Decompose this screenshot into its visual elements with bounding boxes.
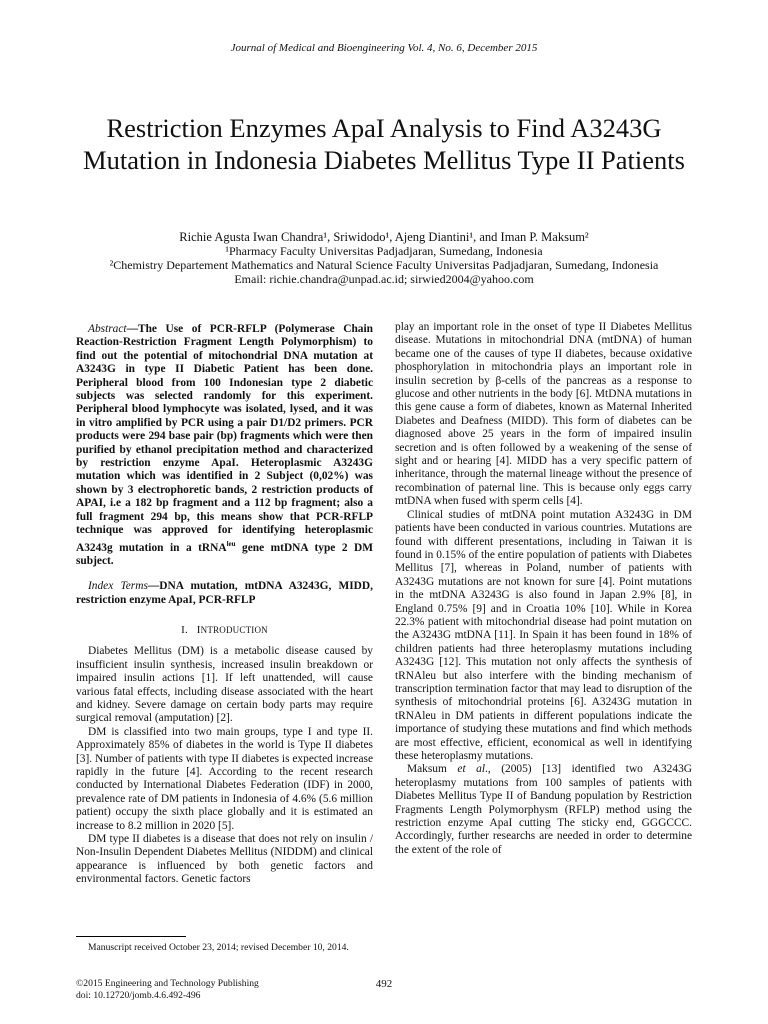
affiliation-2: ²Chemistry Departement Mathematics and Natural Science Faculty Universitas Padjadjaran, Sumedang, Indonesia [109, 258, 659, 272]
left-column [76, 323, 373, 887]
author-email: Email: richie.chandra@unpad.ac.id; sirwied2004@yahoo.com [234, 272, 534, 286]
abstract-sup: leu [226, 539, 236, 548]
index-terms [76, 580, 373, 607]
abstract-label: Abstract [88, 323, 127, 335]
author-list: Richie Agusta Iwan Chandra¹, Sriwidodo¹, Ajeng Diantini¹, and Iman P. Maksum² [179, 230, 589, 244]
index-terms-text: —DNA mutation, mtDNA A3243G, MIDD, restriction enzyme ApaI, PCR-RFLP [76, 580, 373, 606]
page-number: 492 [375, 978, 393, 990]
affiliation-1: ¹Pharmacy Faculty Universitas Padjadjaran, Sumedang, Indonesia [225, 244, 543, 258]
paragraph: play an important role in the onset of type II Diabetes Mellitus disease. Mutations in mitochondrial DNA (mtDNA) of human became one of the causes of type II diabetes, because oxidative phosphorylation in mitochondria plays an important role in insulin secretion by β-cells of the pancreas as a response to glucose and other nutrients in the body [6]. MtDNA mutations in this gene cause a form of diabetes, known as Maternal Inherited Diabetes and Deafness (MIDD). This form of diabetes can be diagnosed above 25 years in the form of impaired insulin secretion and is often followed by a weakening of the sense of sight and or hearing [4]. MIDD has a very specific pattern of inheritance, through the maternal lineage without the presence of recombination of paternal line. This is because only eggs carry mtDNA when fused with sperm cells [4]. [395, 321, 692, 508]
footnote: Manuscript received October 23, 2014; revised December 10, 2014. [88, 942, 349, 953]
footnote-rule [76, 936, 186, 937]
right-column [395, 321, 692, 857]
paragraph: DM type II diabetes is a disease that does not rely on insulin / Non-Insulin Dependent Diabetes Mellitus (NIDDM) and clinical appearance is influenced by both genetic factors and environmental factors. Genetic factors [76, 833, 373, 886]
paragraph: Maksum et al., (2005) [13] identified two A3243G heteroplasmy mutations from 100 samples of patients with Diabetes Mellitus Type II of Bandung population by Restriction Fragments Length Polymorphysm (RFLP) method using the restriction enzyme ApaI cutting The sticky end, GGGCCC. Accordingly, further researchs are needed in order to determine the extent of the role of [395, 763, 692, 856]
paper-title: Restriction Enzymes ApaI Analysis to Find A3243G Mutation in Indonesia Diabetes Mellitus Type II Patients [83, 113, 685, 175]
section-heading: I. INTRODUCTION [181, 623, 268, 636]
journal-header: Journal of Medical and Bioengineering Vol. 4, No. 6, December 2015 [230, 42, 538, 54]
copyright: ©2015 Engineering and Technology Publishing [76, 978, 259, 989]
doi: doi: 10.12720/jomb.4.6.492-496 [76, 990, 201, 1001]
author-block [40, 230, 728, 286]
abstract [76, 323, 373, 568]
paragraph: Clinical studies of mtDNA point mutation A3243G in DM patients have been conducted in various countries. Mutations are found with different presentations, including in Taiwan it is found in 0.15% of the entire population of patients with Diabetes Mellitus [7], whereas in Poland, number of patients with A3243G mutations are not known for sure [4]. Point mutations in the mtDNA A3243G is also found in Japan 2.9% [8], in England 0.75% [9] and in Croatia 10% [10]. While in Korea 22.3% patient with mitochondrial disease had point mutation on the A3243G mtDNA [11]. In Spain it has been found in 18% of children patients had three heteroplasmy mutations including A3243G [12]. This mutation not only affects the synthesis of tRNAleu but also interfere with the binding mechanism of transcription termination factor that may lead to disruption of the synthesis of mitochondrial proteins [6]. A3243G mutation in tRNAleu in DM patients in different populations indicate the importance of studying these mutations and find which methods are most effective, efficient, economical as well in identifying these heteroplasmy mutations. [395, 508, 692, 762]
index-terms-label: Index Terms [88, 580, 148, 593]
abstract-tail: gene mtDNA type 2 DM subject. [76, 541, 374, 567]
paragraph: Diabetes Mellitus (DM) is a metabolic disease caused by insufficient insulin synthesis, increased insulin breakdown or impaired insulin actions [1]. If left unattended, will cause various fatal effects, including disease associated with the heart and kidney. Severe damage on certain body parts may require surgical removal (amputation) [2]. [76, 645, 373, 725]
abstract-text: —The Use of PCR-RFLP (Polymerase Chain Reaction-Restriction Fragment Length Polymorphism) to find out the potential of mitochondrial DNA mutation at A3243G in type II Diabetic Patient has been done. Peripheral blood from 100 Indonesian type 2 diabetic subjects was selected randomly for this experiment. Peripheral blood lymphocyte was isolated, lysed, and it was in vitro amplified by PCR using a pair D1/D2 primers. PCR products were 294 base pair (bp) fragments which were then purified by ethanol precipitation method and characterized by restriction enzyme ApaI. Heteroplasmic A3243G mutation which was identified in 2 Subject (0,02%) was shown by 3 electrophoretic bands, 2 restriction products of APAI, i.e a 182 bp fragment and a 112 bp fragment; also a full fragment 294 bp, this means show that PCR-RFLP technique was approved for identifying heteroplasmic A3243g mutation in a tRNA [76, 323, 373, 554]
paragraph: DM is classified into two main groups, type I and type II. Approximately 85% of diabetes in the world is Type II diabetes [3]. Number of patients with type II diabetes is expected increase rapidly in the future [4]. According to the recent research conducted by International Diabetes Federation (IDF) in 2000, prevalence rate of DM patients in Indonesia of 4.6% (5.6 million patient) occupy the sixth place globally and it is estimated an increase to 8.2 million in 2020 [5]. [76, 725, 373, 832]
